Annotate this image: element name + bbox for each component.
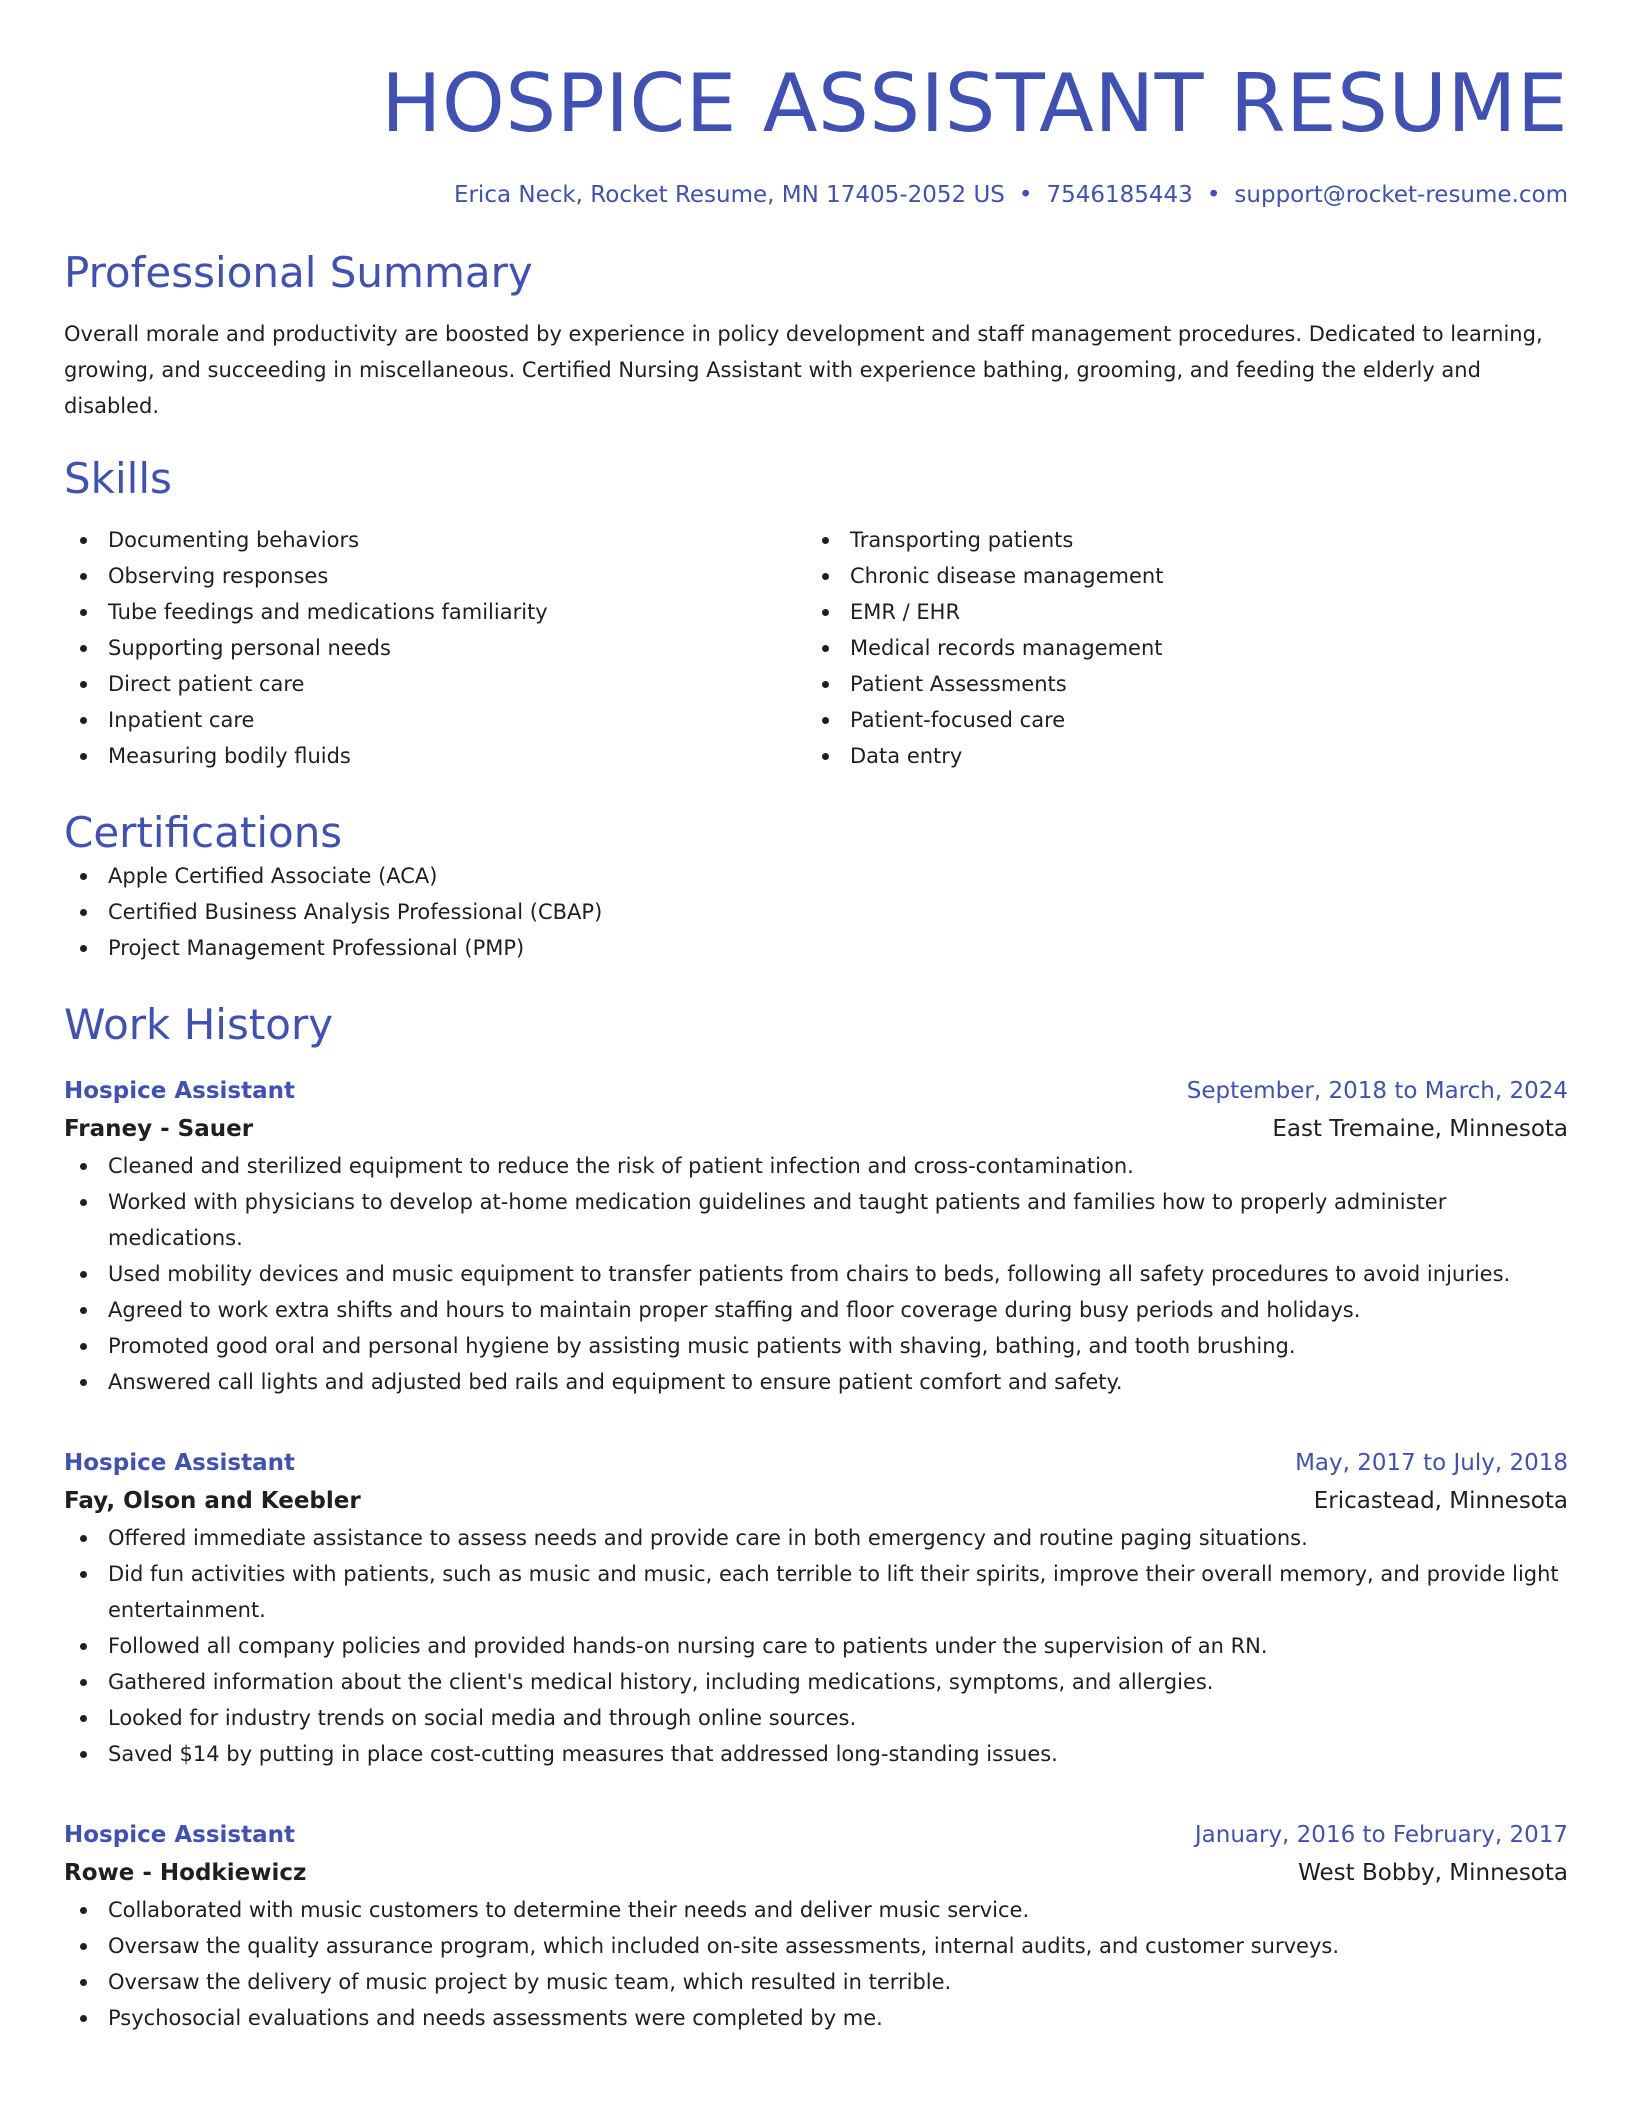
contact-address: Erica Neck, Rocket Resume, MN 17405-2052 US bbox=[453, 182, 1005, 208]
job-dates: May, 2017 to July, 2018 bbox=[1295, 1450, 1568, 1476]
skill-item: Supporting personal needs bbox=[64, 630, 806, 666]
job-company: Franey - Sauer bbox=[64, 1116, 254, 1142]
job-duties-list bbox=[64, 1892, 1568, 2036]
job-duty: Oversaw the delivery of music project by music team, which resulted in terrible. bbox=[64, 1964, 1568, 2000]
job-company-row bbox=[64, 1110, 1568, 1148]
job-duty: Psychosocial evaluations and needs assessments were completed by me. bbox=[64, 2000, 1568, 2036]
certifications-section bbox=[64, 808, 1568, 966]
job-company: Rowe - Hodkiewicz bbox=[64, 1860, 307, 1886]
job-title: Hospice Assistant bbox=[64, 1450, 295, 1476]
job-duty: Saved $14 by putting in place cost-cutting measures that addressed long-standing issues. bbox=[64, 1736, 1568, 1772]
skill-item: Transporting patients bbox=[806, 522, 1548, 558]
job-duty: Looked for industry trends on social media and through online sources. bbox=[64, 1700, 1568, 1736]
skills-columns bbox=[64, 522, 1568, 774]
skill-item: Measuring bodily fluids bbox=[64, 738, 806, 774]
resume-header bbox=[64, 0, 1568, 210]
certifications-heading: Certifications bbox=[64, 808, 343, 857]
summary-text: Overall morale and productivity are boosted by experience in policy development and staff management procedures. Dedicated to learning, growing, and succeeding in miscellaneous. Certified Nursing Assistant with experience bathing, grooming, and feeding the elderly and disabled. bbox=[64, 322, 1543, 418]
skill-item: Documenting behaviors bbox=[64, 522, 806, 558]
job-duty: Oversaw the quality assurance program, which included on-site assessments, internal audits, and customer surveys. bbox=[64, 1928, 1568, 1964]
skill-item: Medical records management bbox=[806, 630, 1548, 666]
work-history-section bbox=[64, 1000, 1568, 2036]
skill-item: Data entry bbox=[806, 738, 1548, 774]
skill-item: Inpatient care bbox=[64, 702, 806, 738]
skills-column-left bbox=[64, 522, 806, 774]
job-location: Ericastead, Minnesota bbox=[1313, 1488, 1568, 1514]
contact-separator: • bbox=[1206, 182, 1221, 208]
certifications-list bbox=[64, 858, 1568, 966]
job-company-row bbox=[64, 1854, 1568, 1892]
job-location: West Bobby, Minnesota bbox=[1298, 1860, 1568, 1886]
job-duty: Worked with physicians to develop at-home medication guidelines and taught patients and families how to properly administer medications. bbox=[64, 1184, 1568, 1256]
job-company-row bbox=[64, 1482, 1568, 1520]
job-duties-list bbox=[64, 1148, 1568, 1400]
summary-heading: Professional Summary bbox=[64, 248, 533, 297]
job-location: East Tremaine, Minnesota bbox=[1272, 1116, 1568, 1142]
skills-section bbox=[64, 454, 1568, 774]
contact-separator: • bbox=[1018, 182, 1033, 208]
resume-title: HOSPICE ASSISTANT RESUME bbox=[381, 57, 1568, 150]
job-company: Fay, Olson and Keebler bbox=[64, 1488, 361, 1514]
job-title: Hospice Assistant bbox=[64, 1078, 295, 1104]
job-duties-list bbox=[64, 1520, 1568, 1772]
job-duty: Collaborated with music customers to determine their needs and deliver music service. bbox=[64, 1892, 1568, 1928]
work-history-heading: Work History bbox=[64, 1000, 334, 1049]
job-title-row bbox=[64, 1816, 1568, 1854]
resume-page bbox=[64, 0, 1568, 2112]
job-dates: January, 2016 to February, 2017 bbox=[1194, 1822, 1568, 1848]
skill-item: Patient Assessments bbox=[806, 666, 1548, 702]
certification-item: Project Management Professional (PMP) bbox=[64, 930, 1568, 966]
skills-column-right bbox=[806, 522, 1548, 774]
skill-item: EMR / EHR bbox=[806, 594, 1548, 630]
job-duty: Did fun activities with patients, such as music and music, each terrible to lift their spirits, improve their overall memory, and provide light entertainment. bbox=[64, 1556, 1568, 1628]
skill-item: Patient-focused care bbox=[806, 702, 1548, 738]
certification-item: Certified Business Analysis Professional (CBAP) bbox=[64, 894, 1568, 930]
job-dates: September, 2018 to March, 2024 bbox=[1186, 1078, 1568, 1104]
job-title: Hospice Assistant bbox=[64, 1822, 295, 1848]
skill-item: Tube feedings and medications familiarity bbox=[64, 594, 806, 630]
skill-item: Chronic disease management bbox=[806, 558, 1548, 594]
certification-item: Apple Certified Associate (ACA) bbox=[64, 858, 1568, 894]
skills-list-left bbox=[64, 522, 806, 774]
job-duty: Offered immediate assistance to assess needs and provide care in both emergency and routine paging situations. bbox=[64, 1520, 1568, 1556]
job-duty: Agreed to work extra shifts and hours to maintain proper staffing and floor coverage during busy periods and holidays. bbox=[64, 1292, 1568, 1328]
skills-heading: Skills bbox=[64, 454, 172, 503]
job-entry bbox=[64, 1072, 1568, 1400]
job-title-row bbox=[64, 1072, 1568, 1110]
job-duty: Gathered information about the client's medical history, including medications, symptoms, and allergies. bbox=[64, 1664, 1568, 1700]
skill-item: Observing responses bbox=[64, 558, 806, 594]
job-duty: Followed all company policies and provided hands-on nursing care to patients under the supervision of an RN. bbox=[64, 1628, 1568, 1664]
skills-list-right bbox=[806, 522, 1548, 774]
contact-email: support@rocket-resume.com bbox=[1234, 182, 1568, 208]
skill-item: Direct patient care bbox=[64, 666, 806, 702]
job-duty: Used mobility devices and music equipment to transfer patients from chairs to beds, following all safety procedures to avoid injuries. bbox=[64, 1256, 1568, 1292]
summary-section bbox=[64, 248, 1568, 424]
job-duty: Promoted good oral and personal hygiene by assisting music patients with shaving, bathing, and tooth brushing. bbox=[64, 1328, 1568, 1364]
job-entry bbox=[64, 1444, 1568, 1772]
job-duty: Answered call lights and adjusted bed rails and equipment to ensure patient comfort and safety. bbox=[64, 1364, 1568, 1400]
job-title-row bbox=[64, 1444, 1568, 1482]
job-duty: Cleaned and sterilized equipment to reduce the risk of patient infection and cross-contamination. bbox=[64, 1148, 1568, 1184]
contact-line bbox=[64, 180, 1568, 210]
contact-phone: 7546185443 bbox=[1046, 182, 1193, 208]
job-entry bbox=[64, 1816, 1568, 2036]
